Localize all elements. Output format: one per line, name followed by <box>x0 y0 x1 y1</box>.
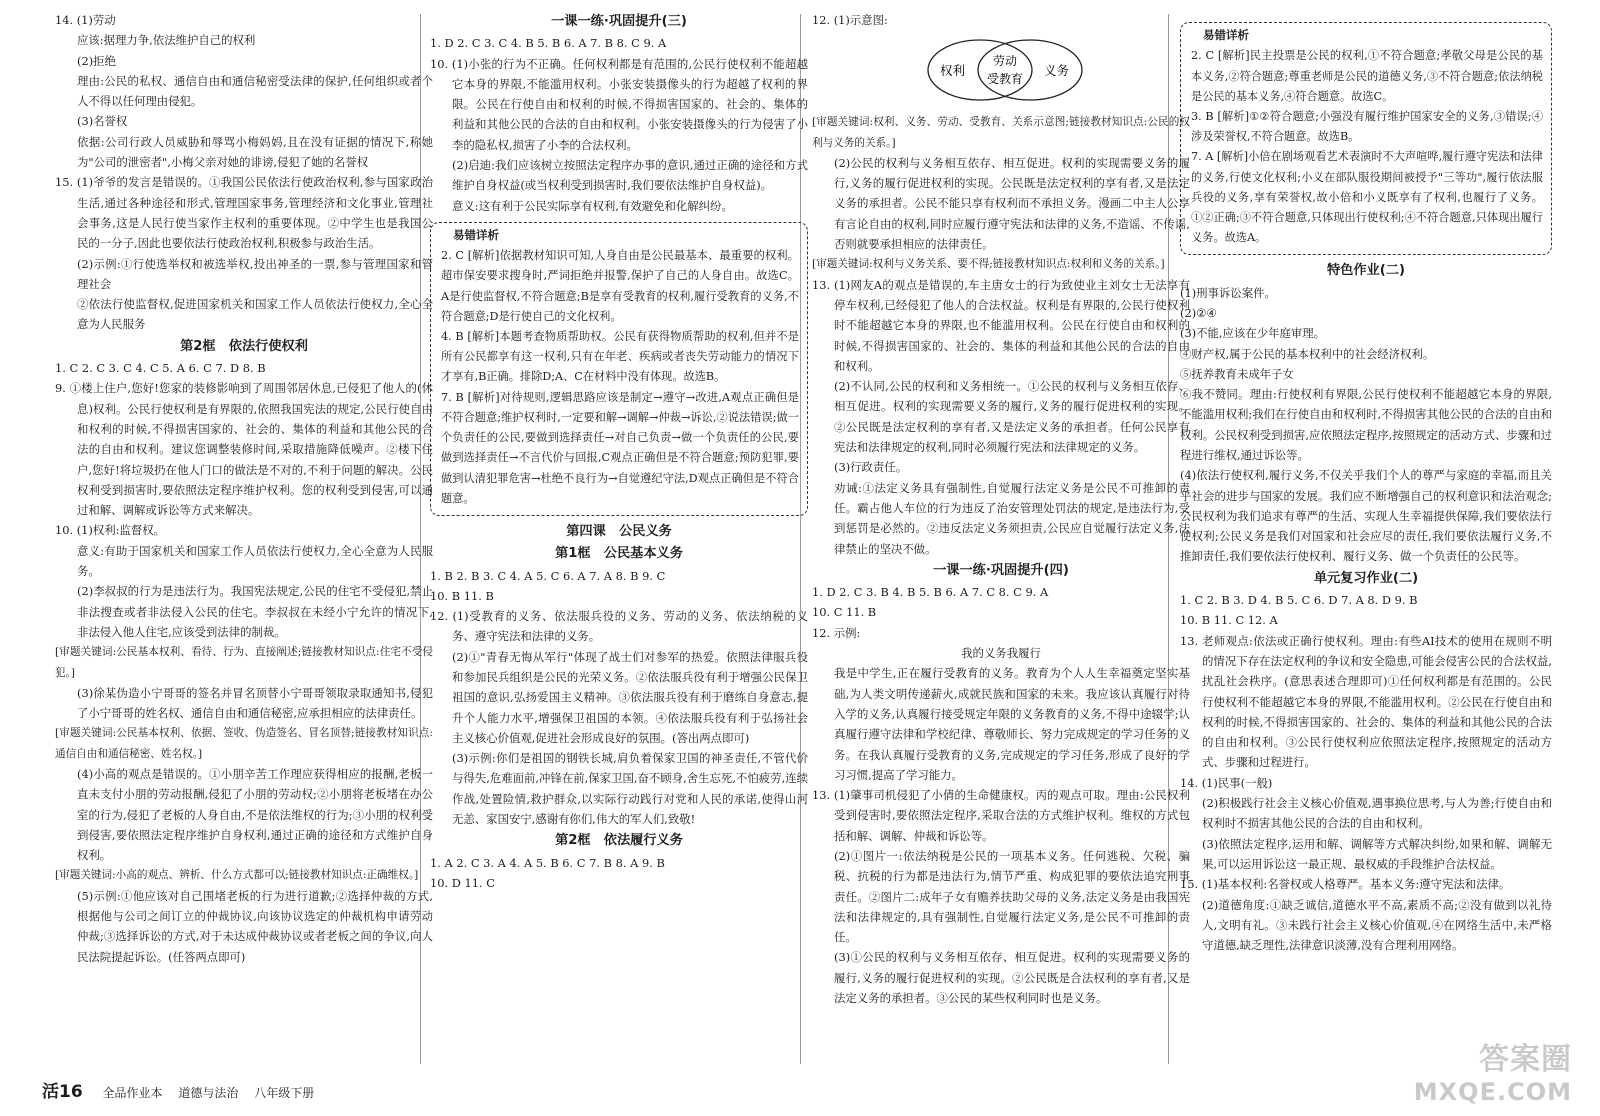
answer-paragraph: (3)示例:你们是祖国的钢铁长城,肩负着保家卫国的神圣责任,不管代价与得失,危难面前,冲锋在前,保家卫国,奋不顾身,舍生忘死,不怕疲劳,连续作战,处置险情,救护群众,以实际行动践行对党和人民的承诺,使得山河无恙、家国安宁,感谢有你们,伟大的军人们,致敬! <box>452 751 808 827</box>
answer-paragraph: (3)行政责任。 <box>834 460 908 475</box>
watermark-line-1: 答案圈 <box>1479 1042 1572 1077</box>
answer-paragraph: 13. (1)肇事司机侵犯了小倩的生命健康权。丙的观点可取。理由:公民权利受到侵害时,要依照法定程序,采取合法的方式维护权利。维权的方式包括和解、调解、仲裁和诉讼等。 <box>812 788 1190 843</box>
watermark-line-2: MXQE.COM <box>1413 1078 1572 1106</box>
error-analysis-item: 2. C [解析]依据教材知识可知,人身自由是公民最基本、最重要的权利。超市保安要求搜身时,严词拒绝并报警,保护了自己的人身自由。故选C。A是行使监督权,不符合题意;B是享有受教育的权利,履行受教育的义务,不符合题意;D是行使自己的文化权利。 <box>441 249 799 323</box>
answer-paragraph: 9. ①楼上住户,您好!您家的装修影响到了周围邻居休息,已侵犯了他人的(休息)权利。公民行使权利是有界限的,依照我国宪法的规定,公民行使自由和权利的时候,不得损害国家的、社会的、集体的利益和其他公民的合法的自由和权利。建议您调整装修时间,采取措施降低噪声。②楼下住户,您好!将垃圾扔在他人门口的做法是不对的,不利于问题的解决。公民权利受到损害时,要依照法定程序维护权利。您的权利受到侵害,可以通过和解、调解或诉讼等方式来解决。 <box>55 381 433 518</box>
answer-paragraph: 我是中学生,正在履行受教育的义务。教育为个人人生幸福奠定坚实基础,为人类文明传递薪火,成就民族和国家的未来。我应该认真履行对待入学的义务,认真履行接受规定年限的义务教育的义务,不得中途辍学;认真履行遵守法律和学校纪律、尊敬师长、努力完成规定的学习任务的义务。在我认真履行受教育的义务,完成规定的学习任务,形成了良好的学习习惯,提高了学习能力。 <box>834 666 1190 782</box>
answer-paragraph: 12. (1)受教育的义务、依法服兵役的义务、劳动的义务、依法纳税的义务、遵守宪法和法律的义务。 <box>430 609 808 644</box>
section-heading: 单元复习作业(二) <box>1313 570 1419 586</box>
grade-name: 八年级下册 <box>254 1086 315 1100</box>
answer-paragraph: 1. C 2. B 3. D 4. B 5. C 6. D 7. A 8. D 9. B <box>1180 593 1418 608</box>
answer-paragraph: (2)示例:①行使选举权和被选举权,投出神圣的一票,参与管理国家和管理社会 <box>77 256 433 291</box>
column-4 <box>1180 10 1552 955</box>
section-heading: 特色作业(二) <box>1327 263 1405 279</box>
answer-paragraph: 理由:公民的私权、通信自由和通信秘密受法律的保护,任何组织或者个人不得以任何理由侵犯。 <box>77 73 433 109</box>
column-2-bottom <box>430 522 808 893</box>
error-analysis-title: 易错详析 <box>449 225 503 245</box>
answer-paragraph: (3)依照法定程序,运用和解、调解等方式解决纠纷,如果和解、调解无果,可以运用诉讼这一最正规、最权威的手段维护合法权益。 <box>1202 836 1552 871</box>
answer-paragraph: (2)李叔叔的行为是违法行为。我国宪法规定,公民的住宅不受侵犯,禁止非法搜查或者非法侵入公民的住宅。李叔叔在未经小宁允许的情况下,非法侵入他人住宅,应该受到法律的制裁。 <box>77 584 433 639</box>
answer-paragraph: 15. (1)爷爷的发言是错误的。①我国公民依法行使政治权利,参与国家政治生活,通过各种途径和形式,管理国家事务,管理经济和文化事业,管理社会事务,这是人民行使当家作主权利的重要体现。②中学生也是我国公民的一分子,因此也要依法行使政治权利,积极参与政治生活。 <box>55 175 433 251</box>
answer-paragraph: (5)示例:①他应该对自己围堵老板的行为进行道歉;②选择仲裁的方式,根据他与公司之间订立的仲裁协议,向该协议选定的仲裁机构申请劳动仲裁;③选择诉讼的方式,对于未达成仲裁协议或者老板之间的争议,向人民法院提起诉讼。(任答两点即可) <box>77 888 433 964</box>
error-analysis-box-2 <box>1180 22 1552 255</box>
section-heading: 一课一练·巩固提升(三) <box>551 14 687 29</box>
answer-paragraph: 1. C 2. C 3. C 4. C 5. A 6. C 7. D 8. B <box>55 361 266 376</box>
section-heading: 第四课 公民义务 <box>566 523 672 539</box>
answer-paragraph: 14. (1)民事(一般) <box>1180 775 1273 790</box>
answer-paragraph: 12. 示例: <box>812 625 861 640</box>
key-terms-note: [审题关键词:权利、义务、劳动、受教育、关系示意图;链接教材知识点:公民的权利与义务的关系。] <box>812 116 1190 149</box>
key-terms-note: [审题关键词:公民基本权利、依据、签收、伪造签名、冒名顶替;链接教材知识点:通信自由和通信秘密、姓名权。] <box>55 727 433 760</box>
column-1 <box>55 10 433 967</box>
answer-paragraph: (2)道德角度:①缺乏诚信,道德水平不高,素质不高;②没有做到以礼待人,文明有礼。③未践行社会主义核心价值观,④在网络生活中,未严格守道德,缺乏理性,法律意识淡薄,没有合理利用网络。 <box>1202 897 1552 953</box>
answer-paragraph: 意义:有助于国家机关和国家工作人员依法行使权力,全心全意为人民服务。 <box>77 543 433 579</box>
key-terms-note: [审题关键词:小高的观点、辨析、什么方式都可以;链接教材知识点:正确维权。] <box>55 869 419 882</box>
answer-paragraph: (3)不能,应该在少年庭审理。 <box>1180 326 1326 341</box>
column-3-body <box>812 112 1190 1008</box>
venn-center-label-2: 受教育 <box>987 72 1024 87</box>
answer-paragraph: (1)刑事诉讼案件。 <box>1180 285 1276 300</box>
answer-paragraph: 意义:这有利于公民实际享有权利,有效避免和化解纠纷。 <box>452 198 733 213</box>
answer-paragraph: (2)①"青春无悔从军行"体现了战士们对参军的热爱。依照法律服兵役和参加民兵组织是公民的光荣义务。②依法服兵役有利于增强公民保卫祖国的意识,弘扬爱国主义精神。③依法服兵役有利于磨练自身意志,提升个人能力水平,增强保卫祖国的本领。④依法服兵役有利于弘扬社会主义核心价值观,促进社会形成良好的氛围。(答出两点即可) <box>452 649 808 745</box>
key-terms-note: [审题关键词:权利与义务关系、要不得;链接教材知识点:权利和义务的关系。] <box>812 258 1165 271</box>
answer-paragraph: ④财产权,属于公民的基本权利中的社会经济权利。 <box>1180 346 1435 361</box>
rights-duties-venn-diagram <box>812 30 1190 110</box>
column-3 <box>812 10 1190 1008</box>
key-terms-note: [审题关键词:公民基本权利、看待、行为、直接阐述;链接教材知识点:住宅不受侵犯。] <box>55 646 433 679</box>
answer-paragraph: ②依法行使监督权,促进国家机关和国家工作人员依法行使权力,全心全意为人民服务 <box>77 297 433 332</box>
answer-paragraph: 10. B 11. C 12. A <box>1180 613 1278 628</box>
answer-paragraph: (2)拒绝 <box>77 53 116 68</box>
answer-paragraph: (3)名誉权 <box>77 114 128 129</box>
answer-paragraph: (2)①图片一:依法纳税是公民的一项基本义务。任何逃税、欠税、骗税、抗税的行为都是违法行为,情节严重、构成犯罪的要依法追究刑事责任。②图片二:成年子女有赡养扶助父母的义务,法定义务是由我国宪法和法律规定的,具有强制性,自觉履行法定义务,是公民不可推卸的责任。 <box>834 848 1190 945</box>
answer-paragraph: (2)启迪:我们应该树立按照法定程序办事的意识,通过正确的途径和方式维护自身权益(或当权利受到损害时,我们要依法维护自身权益)。 <box>452 158 808 193</box>
answer-paragraph: (4)小高的观点是错误的。①小朋辛苦工作理应获得相应的报酬,老板一直未支付小朋的劳动报酬,侵犯了小朋的劳动权;②小朋将老板堵在办公室的行为,侵犯了老板的人身自由,不是依法维权的行为;③小朋的权利受到侵害,要依照法定程序维护自身权利,通过正确的途径和方式维护自身权利。 <box>77 766 433 863</box>
answer-paragraph: 13. 老师观点:依法或正确行使权利。理由:有些AI技术的使用在规则不明的情况下存在法定权利的争议和安全隐患,可能会侵害公民的合法权益,扰乱社会秩序。(意思表述合理即可)①任何权利都是有范围的。公民行使权利不能超越它本身的界限,不能滥用权利。②公民在行使自由和权利的时候,不得损害国家的、社会的、集体的利益和其他公民的合法的自由和权利。③公民行使权利应依照法定程序,按照规定的活动方式、步骤和过程进行。 <box>1180 633 1552 770</box>
error-analysis-item: 7. A [解析]小倍在剧场观看艺术表演时不大声喧哗,履行遵守宪法和法律的义务,行使文化权利;小义在部队服役期间被授予"三等功",履行依法服兵役的义务,享有荣誉权,故小倍和小义既享有了权利,也履行了义务。①②正确;③不符合题意,只体现出行使权利;④不符合题意,只体现出履行义务。故选A。 <box>1191 150 1543 245</box>
answer-paragraph: 1. D 2. C 3. B 4. B 5. B 6. A 7. C 8. C 9. A <box>812 585 1049 600</box>
answer-paragraph: (2)②④ <box>1180 305 1217 320</box>
answer-paragraph: 10. (1)权利:监督权。 <box>55 523 166 538</box>
venn-right-label: 义务 <box>1044 63 1070 79</box>
answer-paragraph: 13. (1)网友A的观点是错误的,车主唐女士的行为致使业主刘女士无法享有停车权利,已经侵犯了他人的合法权益。权利是有界限的,公民行使权利时不能超越它本身的界限,也不能滥用权利。公民在行使自由和权利的时候,不得损害国家的、社会的、集体的利益和其他公民的合法的自由和权利。 <box>812 277 1190 373</box>
answer-paragraph: 应该:据理力争,依法维护自己的权利 <box>77 33 256 48</box>
page-footer <box>42 1077 326 1102</box>
answer-paragraph: (3)徐某伪造小宁哥哥的签名并冒名顶替小宁哥哥领取录取通知书,侵犯了小宁哥哥的姓名权、通信自由和通信秘密,应承担相应的法律责任。 <box>77 685 433 721</box>
venn-svg <box>812 30 1190 110</box>
answer-paragraph: 1. B 2. B 3. C 4. A 5. C 6. A 7. A 8. B 9. C <box>430 568 666 583</box>
answer-paragraph: 14. (1)劳动 <box>55 13 116 27</box>
answer-paragraph: 10. C 11. B <box>812 605 877 620</box>
answer-paragraph: ⑤抚养教育未成年子女 <box>1180 366 1294 381</box>
column-2-top <box>430 12 808 216</box>
answer-paragraph: (4)依法行使权利,履行义务,不仅关乎我们个人的尊严与家庭的幸福,而且关乎社会的进步与国家的发展。我们应不断增强自己的权利意识和法治观念;公民权利为我们追求有尊严的生活、实现人生幸福提供保障,我们要依法行使权利;公民义务是我们对国家和社会应尽的责任,我们要依法履行义务,不推卸责任,我们要依法行使权利、履行义务、做一个负责任的公民等。 <box>1180 468 1552 564</box>
answer-paragraph: 依据:公司行政人员威胁和辱骂小梅妈妈,且在没有证据的情况下,称她为"公司的泄密者",小梅父亲对她的诽谤,侵犯了她的名誉权 <box>77 134 433 170</box>
book-series: 全品作业本 <box>102 1086 163 1100</box>
answer-paragraph: 10. B 11. B <box>430 588 494 603</box>
column-2 <box>430 10 808 893</box>
error-analysis-item: 3. B [解析]①②符合题意;小强没有履行维护国家安全的义务,③错误;④涉及荣誉权,不符合题意。故选B。 <box>1191 109 1543 144</box>
answer-paragraph: 我的义务我履行 <box>961 646 1041 661</box>
answer-paragraph: (2)不认同,公民的权利和义务相统一。①公民的权利与义务相互依存、相互促进。权利的实现需要义务的履行,义务的履行促进权利的实现。②公民既是法定权利的享有者,又是法定义务的承担者。任何公民享有宪法和法律规定的权利,同时必须履行宪法和法律规定的义务。 <box>834 379 1190 455</box>
error-analysis-item: 4. B [解析]本题考查物质帮助权。公民有获得物质帮助的权利,但并不是所有公民都享有这一权利,只有在年老、疾病或者丧失劳动能力的情况下才享有,B正确。排除D;A、C在材料中没有体现。故选B。 <box>441 330 799 384</box>
q12-intro: 12. (1)示意图: <box>812 13 888 27</box>
error-analysis-body-2 <box>1191 46 1543 248</box>
error-analysis-item: 7. B [解析]对待规则,逻辑思路应该是制定→遵守→改进,A观点正确但是不符合题意;维护权利时,一定要和解→调解→仲裁→诉讼,②说法错误;做一个负责任的公民,要做到选择责任→对自己负责→做一个负责任的公民,要做到选择责任→不言代价与回报,C观点正确但是不符合题意;预防犯罪,要做到认清犯罪危害→杜绝不良行为→自觉遵纪守法,D观点正确但是不符合题意。 <box>441 390 799 505</box>
venn-left-label: 权利 <box>940 63 966 79</box>
answer-paragraph: 1. A 2. C 3. A 4. A 5. B 6. C 7. B 8. A 9. B <box>430 855 665 870</box>
answer-paragraph: (2)公民的权利与义务相互依存、相互促进。权利的实现需要义务的履行,义务的履行促进权利的实现。公民既是法定权利的享有者,又是法定义务的承担者。公民不能只享有权利而不承担义务。漫画二中主人公享有言论自由的权利,同时应履行遵守宪法和法律的义务,不造谣、不传谣,否则就要承担相应的法律责任。 <box>834 155 1190 252</box>
answer-paragraph: (2)积极践行社会主义核心价值观,遇事换位思考,与人为善;行使自由和权利时不损害其他公民的合法的自由和权利。 <box>1202 796 1552 831</box>
subject-name: 道德与法治 <box>178 1086 239 1100</box>
error-analysis-body <box>441 246 799 509</box>
answer-paragraph: (3)①公民的权利与义务相互依存、相互促进。权利的实现需要义务的履行,义务的履行促进权利的实现。②公民既是合法权利的享有者,又是法定义务的承担者。③公民的某些权利同时也是义务。 <box>834 950 1190 1006</box>
watermark-logo <box>1414 1034 1572 1106</box>
section-heading: 第2框 依法行使权利 <box>180 338 308 354</box>
answer-paragraph: 10. D 11. C <box>430 875 495 890</box>
column-4-body <box>1180 261 1552 955</box>
answer-paragraph: 1. D 2. C 3. C 4. B 5. B 6. A 7. B 8. C 9. A <box>430 36 667 51</box>
answer-paragraph: 15. (1)基本权利:名誉权或人格尊严。基本义务:遵守宪法和法律。 <box>1180 877 1511 892</box>
section-heading: 第2框 依法履行义务 <box>555 833 683 849</box>
venn-center-label-1: 劳动 <box>993 54 1018 69</box>
error-analysis-box-1 <box>430 222 808 516</box>
answer-paragraph: 10. (1)小张的行为不正确。任何权利都是有范围的,公民行使权利不能超越它本身的界限,不能滥用权利。小张安装摄像头的行为超越了权利的界限。公民在行使自由和权利的时候,不得损害国家的、社会的、集体的利益和其他公民的合法的自由和权利。小张安装摄像头的行为侵害了小李的隐私权,损害了小李的合法权利。 <box>430 56 808 152</box>
answer-paragraph: ⑥我不赞同。理由:行使权利有界限,公民行使权利不能超越它本身的界限,不能滥用权利;我们在行使自由和权利时,不得损害其他公民的合法的自由和权利。公民权利受到损害,应依照法定程序,按照规定的活动方式、步骤和过程进行维权,通过诉讼等。 <box>1180 387 1552 462</box>
section-heading: 一课一练·巩固提升(四) <box>933 562 1069 578</box>
error-analysis-item: 2. C [解析]民主投票是公民的权利,①不符合题意;孝敬父母是公民的基本义务,②符合题意;尊重老师是公民的道德义务,③不符合题意;依法纳税是公民的基本义务,④符合题意。故选C。 <box>1191 49 1543 103</box>
answer-paragraph: 劝诫:①法定义务具有强制性,自觉履行法定义务是公民不可推卸的责任。霸占他人车位的行为违反了治安管理处罚法的规定,是违法行为,受到惩罚是必然的。②违反法定义务须担责,公民应自觉履行法定义务,法律禁止的坚决不做。 <box>834 480 1190 556</box>
page-number: 活16 <box>42 1082 83 1102</box>
section-heading: 第1框 公民基本义务 <box>555 546 683 562</box>
error-analysis-title-2: 易错详析 <box>1199 25 1253 45</box>
